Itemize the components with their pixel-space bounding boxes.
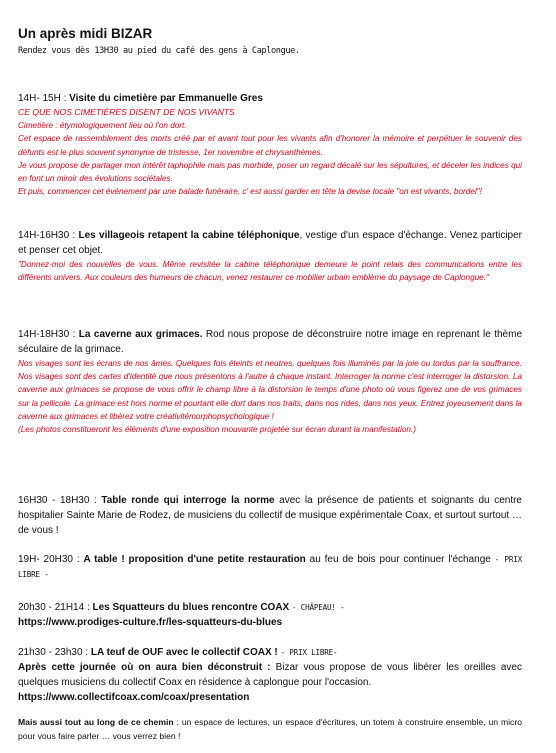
price-tag: - PRIX LIBRE- [280, 648, 338, 657]
section-grimace-cave [18, 327, 522, 436]
footer-note [18, 715, 522, 743]
event-link[interactable]: https://www.prodiges-culture.fr/les-squatteurs-du-blues [18, 617, 283, 628]
section-dinner [18, 552, 522, 582]
section-blues-concert [18, 600, 522, 630]
section-description: Rod nous propose de déconstruire notre image en reprenant le thème séculaire de la grimace. [18, 329, 523, 355]
section-title: Les villageois retapent la cabine téléphonique [78, 230, 300, 241]
section-text: Nos visages sont les écrans de nos âmes. Quelques fois éteints et neutres, quelques fois illuminés par la joie ou tordus par la souffrance. Nos visages sont des cartes d'identité que nous présentons à l'autre à chaque instant. Interroger la norme c'est interroger la distorsion. La caverne aux grimaces se propose de vous offrir le champ libre à la distorsion le temps d'une photo où vous figerez une de vos grimaces sur la pellicule. La grimace est hors norme et pourtant elle dort dans nos traits, dans nos rides, dans nos yeux. Entrez joyeusement dans la caverne aux grimaces et libérez votre créativitémorphopsychologique ! [18, 359, 522, 421]
section-party [18, 645, 522, 705]
section-time: 19H- 20H30 : [18, 554, 80, 565]
section-time: 20h30 - 21H14 : [18, 602, 90, 613]
section-title: Visite du cimetière par Emmanuelle Gres [69, 93, 263, 104]
section-text [18, 660, 522, 690]
footer-description: : un espace de lectures, un espace d'écritures, un totem à construire ensemble, un micro pour vous faire parler … vous verrez bien ! [18, 717, 522, 741]
section-cemetery-visit [18, 91, 522, 198]
section-title-suffix: avec le collectif COAX ! [163, 647, 278, 658]
section-time: 16H30 - 18H30 : [18, 495, 97, 506]
section-text: Cimetière : étymologiquement lieu où l'on dort. [18, 121, 187, 131]
section-heading [18, 600, 522, 615]
section-heading [18, 228, 522, 258]
section-phone-booth [18, 228, 522, 284]
section-text: Et puis, commencer cet événement par une balade funéraire, c' est aussi garder en tête la devise locale "on est vivants, bordel"! [18, 187, 482, 197]
section-time: 14H- 15H : [18, 93, 67, 104]
page-subtitle: Rendez vous dès 13H30 au pied du café des gens à Caplongue. [18, 46, 300, 56]
section-round-table [18, 493, 522, 538]
price-tag: - CHÂPEAU! - [292, 603, 345, 612]
section-title: Table ronde qui interroge la norme [101, 495, 275, 506]
section-title: A table ! proposition d'une petite restauration [83, 554, 306, 565]
section-text: Cet espace de rassemblement des morts créé par et avant tout pour les vivants afin d'honorer la mémoire et perpétuer le souvenir des défunts est le plus souvent synonyme de tristesse, 1er novembre et chrysanthèmes. [18, 134, 522, 157]
section-description: , vestige d'un espace d'échange. Venez participer et penser cet objet. [18, 230, 523, 256]
price-tag: - PRIX LIBRE - [18, 555, 523, 579]
footer-text [18, 715, 522, 743]
section-note: (Les photos constitueront les éléments d'une exposition mouvante projetée sur écran durant la manifestation.) [18, 425, 416, 435]
footer-lead: Mais aussi tout au long de ce chemin [18, 717, 174, 727]
section-title: LA teuf de OUF [90, 647, 164, 658]
section-time: 14H-18H30 : [18, 329, 76, 340]
section-title: Les Squatteurs du blues rencontre COAX [92, 602, 290, 613]
section-text: Je vous propose de partager mon intérêt taphophile mais pas morbide, poser un regard décalé sur les sépultures, et déceler les indices qui en font un miroir des évolutions sociétales. [18, 160, 522, 184]
section-description: au feu de bois pour continuer l'échange [305, 554, 491, 565]
section-lead: Après cette journée où on aura bien déconstruit : [18, 662, 271, 673]
event-program [18, 26, 523, 741]
section-heading [18, 91, 522, 106]
section-heading [18, 552, 522, 582]
section-description: Bizar vous propose de vous libérer les oreilles avec quelques musiciens du collectif Coax en résidence à caplongue pour l'occasion. [18, 662, 522, 688]
page-title: Un après midi BIZAR [18, 26, 153, 41]
section-heading [18, 645, 522, 660]
section-quote: "Donnez-moi des nouvelles de vous. Même revisitée la cabine téléphonique demeure le point relais des communications entre les différents univers. Aux couleurs des humeurs de chacun, venez restaurer ce mobilier urbain emblème du paysage de Caplongue." [18, 260, 522, 283]
section-description: avec la présence de patients et soignants du centre hospitalier Sainte Marie de Rodez, de musiciens du collectif de musique expérimentale Coax, et surtout surtout … de vous ! [18, 495, 522, 536]
section-heading [18, 327, 522, 357]
event-link[interactable]: https://www.collectifcoax.com/coax/presentation [18, 692, 250, 703]
section-time: 14H-16H30 : [18, 230, 76, 241]
section-time: 21h30 - 23h30 : [18, 647, 89, 658]
section-subheading: CE QUE NOS CIMETIÈRES DISENT DE NOS VIVANTS [18, 107, 235, 117]
section-title: La caverne aux grimaces. [78, 329, 203, 340]
section-heading [18, 493, 522, 538]
